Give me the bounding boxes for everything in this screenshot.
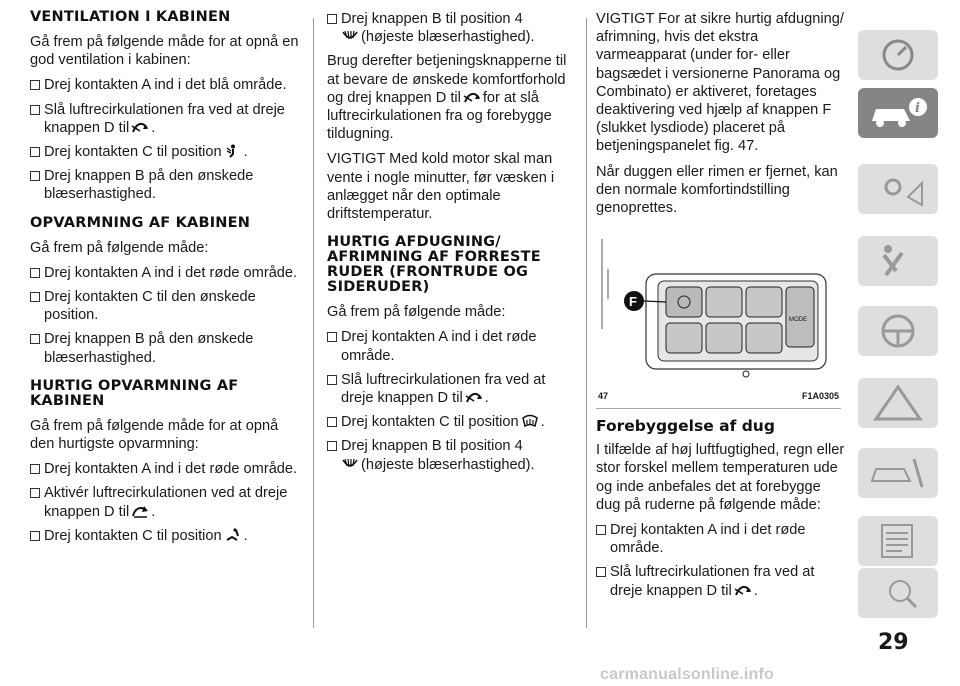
dashboard-icon — [868, 35, 928, 75]
fan-speed-4-icon — [341, 457, 359, 471]
column-divider-1 — [313, 18, 314, 628]
defrost-icon — [521, 414, 539, 428]
list-item: Slå luftrecirkulationen fra ved at dreje knappen D til . — [327, 371, 577, 407]
fan-speed-4-icon — [341, 29, 359, 43]
recirc-off-icon — [465, 390, 483, 404]
document-list-icon — [868, 521, 928, 561]
paragraph: Brug derefter betjeningsknapperne til at bevare de ønskede komfortforhold og drej knappen D til for at slå luftrecirkulationen fra og forebygge tildugning. — [327, 53, 567, 143]
checkbox-bullet-icon — [327, 14, 337, 24]
list-item: Slå luftrecirkulationen fra ved at dreje knappen D til . — [30, 101, 302, 137]
tab-lights[interactable] — [858, 164, 938, 214]
heading-hurtig-opvarmning: HURTIG OPVARMNING AF KABINEN — [30, 377, 239, 409]
vent-face-icon — [224, 144, 242, 158]
checkbox-bullet-icon — [30, 334, 40, 344]
callout-f: F — [629, 294, 637, 310]
list-item: Drej knappen B til position 4 (højeste blæserhastighed). — [327, 437, 577, 473]
heading-afdugning: HURTIG AFDUGNING/ AFRIMNING AF FORRESTE RUDER (FRONTRUDE OG SIDERUDER) — [327, 234, 541, 296]
list-item: Drej kontakten A ind i det røde område. — [327, 328, 577, 364]
checkbox-bullet-icon — [30, 268, 40, 278]
paragraph: Gå frem på følgende måde: — [327, 304, 506, 321]
tab-technical-data[interactable] — [858, 516, 938, 566]
checkbox-bullet-icon — [30, 105, 40, 115]
tab-emergency[interactable] — [858, 378, 938, 428]
paragraph-note: VIGTIGT Med kold motor skal man vente i nogle minutter, før væsken i anlægget når den optimale driftstemperatur. — [327, 151, 555, 223]
figure-47 — [596, 229, 841, 409]
list-item: Drej knappen B på den ønskede blæserhastighed. — [30, 330, 302, 366]
checkbox-bullet-icon — [30, 80, 40, 90]
recirc-on-icon — [131, 504, 149, 518]
checkbox-bullet-icon — [327, 375, 337, 385]
list-item: Drej kontakten A ind i det røde område. — [596, 521, 846, 557]
heading-ventilation: VENTILATION I KABINEN — [30, 9, 231, 25]
paragraph: I tilfælde af høj luftfugtighed, regn eller stor forskel mellem temperaturen ude og inde anbefales det at forebygge dug på ruderne på følgende måde: — [596, 442, 845, 513]
list-item: Drej kontakten A ind i det røde område. — [30, 460, 302, 478]
column-divider-2 — [586, 18, 587, 628]
seat-belt-icon — [868, 241, 928, 281]
recirc-off-icon — [734, 583, 752, 597]
checkbox-bullet-icon — [30, 531, 40, 541]
list-item: Slå luftrecirkulationen fra ved at dreje knappen D til . — [596, 563, 846, 599]
feet-icon — [224, 528, 242, 542]
page-number: 29 — [878, 630, 909, 655]
figure-code: F1A0305 — [801, 391, 839, 402]
list-item: Aktivér luftrecirkulationen ved at dreje knappen D til . — [30, 484, 302, 520]
heading-forebyggelse: Forebyggelse af dug — [596, 417, 775, 436]
checkbox-bullet-icon — [327, 332, 337, 342]
paragraph: Når duggen eller rimen er fjernet, kan den normale komfortindstilling genoprettes. — [596, 163, 838, 217]
checkbox-bullet-icon — [30, 171, 40, 181]
column-1 — [30, 10, 302, 551]
control-panel-illustration — [596, 229, 841, 399]
list-item: Drej kontakten C til position . — [30, 143, 302, 161]
heading-opvarmning: OPVARMNING AF KABINEN — [30, 214, 251, 231]
list-item: Drej knappen B på den ønskede blæserhastighed. — [30, 167, 302, 203]
paragraph: Gå frem på følgende måde for at opnå en god ventilation i kabinen: — [30, 34, 299, 69]
checkbox-bullet-icon — [30, 488, 40, 498]
checkbox-bullet-icon — [327, 441, 337, 451]
warning-triangle-icon — [868, 383, 928, 423]
recirc-off-icon — [131, 120, 149, 134]
list-item: Drej kontakten A ind i det røde område. — [30, 264, 302, 282]
paragraph-note: VIGTIGT For at sikre hurtig afdugning/ afrimning, hvis det ekstra varmeapparat (under for- eller bagsædet i versionerne Panorama og Combinato) er aktiveret, foretages deaktivering ved hjælp af knappen F (slukket lysdiode) placeret på betjeningspanelet fig. 47. — [596, 11, 844, 155]
recirc-off-icon — [463, 90, 481, 104]
car-info-icon — [868, 93, 928, 133]
list-item: Drej kontakten A ind i det blå område. — [30, 76, 302, 94]
column-2 — [327, 10, 577, 480]
figure-number: 47 — [598, 391, 609, 402]
checkbox-bullet-icon — [30, 147, 40, 157]
column-3 — [596, 10, 846, 606]
car-wrench-icon — [868, 453, 928, 493]
paragraph: Gå frem på følgende måde for at opnå den hurtigste opvarmning: — [30, 417, 279, 453]
tab-maintenance[interactable] — [858, 448, 938, 498]
checkbox-bullet-icon — [596, 525, 606, 535]
checkbox-bullet-icon — [327, 417, 337, 427]
svg-text:i: i — [915, 101, 920, 116]
steering-wheel-icon — [868, 311, 928, 351]
tab-driving[interactable] — [858, 306, 938, 356]
figure-caption — [598, 387, 839, 405]
tab-dashboard[interactable] — [858, 30, 938, 80]
tab-safety[interactable] — [858, 236, 938, 286]
checkbox-bullet-icon — [596, 567, 606, 577]
list-item: Drej kontakten C til position . — [327, 413, 577, 431]
watermark: carmanualsonline.info — [600, 666, 775, 683]
mode-label: MODE — [789, 317, 807, 324]
checkbox-bullet-icon — [30, 464, 40, 474]
alphabet-index-icon — [868, 573, 928, 613]
list-item: Drej knappen B til position 4 (højeste blæserhastighed). — [327, 10, 577, 46]
checkbox-bullet-icon — [30, 292, 40, 302]
tab-index[interactable] — [858, 568, 938, 618]
tab-car-info[interactable] — [858, 88, 938, 138]
list-item: Drej kontakten C til den ønskede position. — [30, 288, 302, 324]
warning-light-icon — [868, 169, 928, 209]
list-item: Drej kontakten C til position . — [30, 527, 302, 545]
paragraph: Gå frem på følgende måde: — [30, 239, 209, 256]
